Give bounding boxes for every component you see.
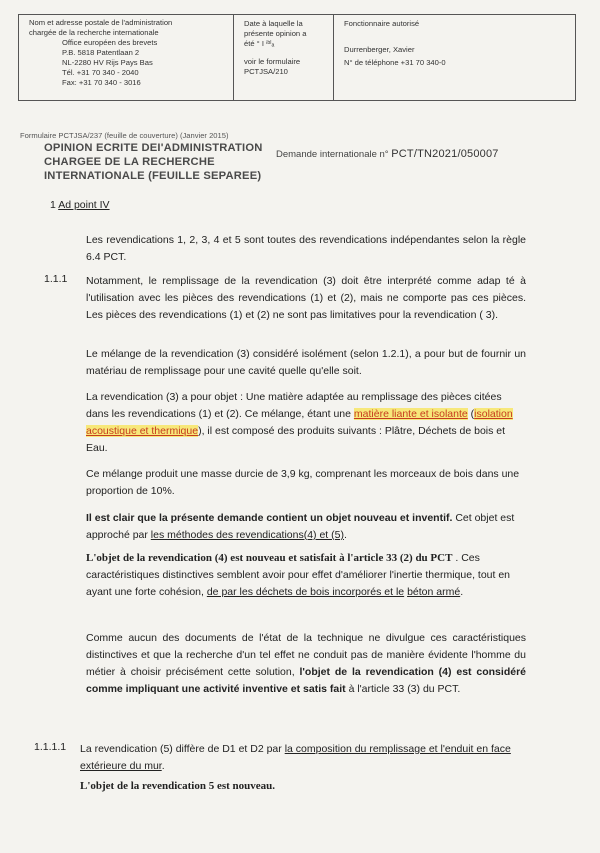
date-line: été ° I ⁱᵇˡₐ [244, 39, 275, 48]
application-label: Demande internationale n° [276, 149, 389, 160]
date-cell [234, 15, 334, 100]
paragraph-intro: Les revendications 1, 2, 3, 4 et 5 sont toutes des revendications indépendantes selon la règle 6.4 PCT. [86, 234, 526, 263]
paragraph-melange: Le mélange de la revendication (3) considéré isolément (selon 1.2.1), a pour but de fournir un matériau de remplissage pour une cavité quelle qu'elle soit. [86, 348, 526, 377]
office-address-line: Nom et adresse postale de l'administration [29, 18, 173, 27]
application-number-value: PCT/TN2021/050007 [391, 148, 499, 160]
paragraph-rev5: La revendication (5) diffère de D1 et D2 par la composition du remplissage et l'enduit en face extérieure du mur. [80, 743, 511, 772]
application-number [276, 148, 499, 160]
date-line: présente opinion a [244, 29, 307, 38]
paragraph-rev4: L'objet de la revendication (4) est nouveau et satisfait à l'article 33 (2) du PCT . Ces caractéristiques distinctives semblent avoir pour effet d'améliorer l'inertie thermique, tout en ayant une forte cohésion, de par les déchets de bois incorporés et le béton armé. [86, 552, 511, 598]
office-address-cell [19, 15, 234, 100]
section-number: 1 [50, 199, 56, 211]
paragraph-masse: Ce mélange produit une masse durcie de 3,9 kg, comprenant les morceaux de bois dans une proportion de 10%. [86, 468, 520, 497]
voir-line: PCTJSA/210 [244, 67, 288, 76]
section-title: Ad point IV [58, 199, 110, 211]
paragraph-rev5-conclusion: L'objet de la revendication 5 est nouveau. [80, 780, 276, 792]
paragraph-111: Notamment, le remplissage de la revendication (3) doit être interprété comme adap té à l'utilisation avec les pièces des revendications (1) et (2), mais ne comporte pas ces pièces. Les pièces des revendications (1) et (2) ne sont pas limitatives pour la revendication ( 3). [86, 275, 526, 321]
title-line: OPINION ECRITE DEI'ADMINISTRATION [44, 142, 263, 154]
paragraph-rev3: La revendication (3) a pour objet : Une matière adaptée au remplissage des pièces citées dans les revendications (1) et (2). Ce mélange, étant une matière liante et isolante (isolation acoustique et thermique), il est composé des produits suivants : Plâtre, Déchets de bois et Eau. [86, 391, 513, 454]
highlighted-term: isolation acoustique et thermique [86, 408, 513, 437]
header-box [18, 14, 576, 101]
officer-label: Fonctionnaire autorisé [344, 19, 420, 28]
form-reference: Formulaire PCTJSA/237 (feuille de couverture) (Janvier 2015) [20, 131, 229, 140]
paragraph-number: 1.1.1.1 [34, 741, 67, 753]
office-address-line: Office européen des brevets [62, 38, 158, 47]
highlighted-term: matière liante et isolante [353, 408, 468, 420]
paragraph-comme: Comme aucun des documents de l'état de la technique ne divulgue ces caractéristiques distinctives et que la recherche d'un tel effet ne conduit pas de manière évidente l'homme du métier à choisir précisément cette solution, l'objet de la revendication (4) est considéré comme impliquant une activité inventive et satis fait à l'article 33 (3) du PCT. [86, 632, 526, 695]
office-address-line: P.B. 5818 Patentlaan 2 [62, 48, 140, 57]
date-line: Date à laquelle la [244, 19, 303, 28]
paragraph-number: 1.1.1 [44, 273, 68, 285]
officer-name: Durrenberger, Xavier [344, 45, 415, 54]
officer-cell [334, 15, 575, 100]
title-line: INTERNATIONALE (FEUILLE SEPAREE) [44, 170, 262, 182]
office-address-line: chargée de la recherche internationale [29, 28, 159, 37]
voir-line: voir le formulaire [244, 57, 301, 66]
office-address-line: Fax: +31 70 340 - 3016 [62, 78, 141, 87]
paragraph-clair: Il est clair que la présente demande contient un objet nouveau et inventif. Cet objet est approché par les méthodes des revendications(4) et (5). [86, 512, 515, 541]
title-line: CHARGEE DE LA RECHERCHE [44, 156, 215, 168]
section-heading [50, 199, 110, 211]
officer-phone: N° de téléphone +31 70 340-0 [344, 58, 446, 67]
office-address-line: Tél. +31 70 340 - 2040 [62, 68, 139, 77]
office-address-line: NL-2280 HV Rijs Pays Bas [62, 58, 153, 67]
document-title [44, 141, 284, 183]
